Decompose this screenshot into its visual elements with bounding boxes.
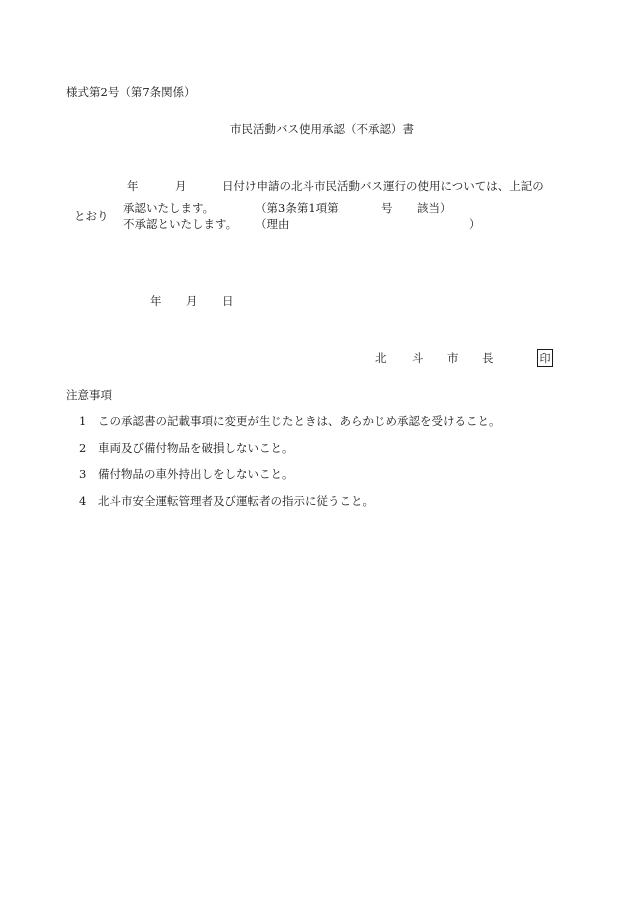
issue-date-day: 日 — [222, 294, 234, 308]
application-year-label: 年 — [127, 179, 139, 193]
approve-article: （第3条第1項第 — [255, 201, 339, 215]
note-number: 4 — [79, 494, 87, 508]
note-text: この承認書の記載事項に変更が生じたときは、あらかじめ承認を受けること。 — [98, 414, 501, 428]
form-number: 様式第2号（第7条関係） — [66, 85, 196, 99]
application-text: 日付け申請の北斗市民活動バス運行の使用については、上記の — [222, 179, 544, 193]
applicable-label: 該当） — [417, 201, 452, 215]
mayor-title-char: 北 — [375, 351, 387, 365]
mayor-title-char: 斗 — [412, 351, 424, 365]
note-number: 1 — [79, 414, 87, 428]
article-number-label: 号 — [381, 201, 393, 215]
note-text: 車両及び備付物品を破損しないこと。 — [98, 441, 294, 455]
notes-heading: 注意事項 — [66, 388, 112, 402]
note-number: 2 — [79, 441, 87, 455]
issue-date-year: 年 — [150, 294, 162, 308]
note-text: 北斗市安全運転管理者及び運転者の指示に従うこと。 — [98, 494, 374, 508]
seal-icon: 印 — [537, 349, 553, 367]
reason-close: ） — [469, 217, 481, 231]
note-number: 3 — [79, 467, 87, 481]
document-title: 市民活動バス使用承認（不承認）書 — [230, 122, 414, 136]
disapprove-option: 不承認といたします。 — [123, 217, 238, 231]
approve-option: 承認いたします。 — [123, 201, 215, 215]
note-text: 備付物品の車外持出しをしないこと。 — [98, 467, 294, 481]
tori-text: とおり — [74, 209, 109, 223]
issue-date-month: 月 — [186, 294, 198, 308]
application-month-label: 月 — [175, 179, 187, 193]
mayor-title-char: 長 — [482, 351, 494, 365]
reason-label: （理由 — [255, 217, 290, 231]
mayor-title-char: 市 — [447, 351, 459, 365]
